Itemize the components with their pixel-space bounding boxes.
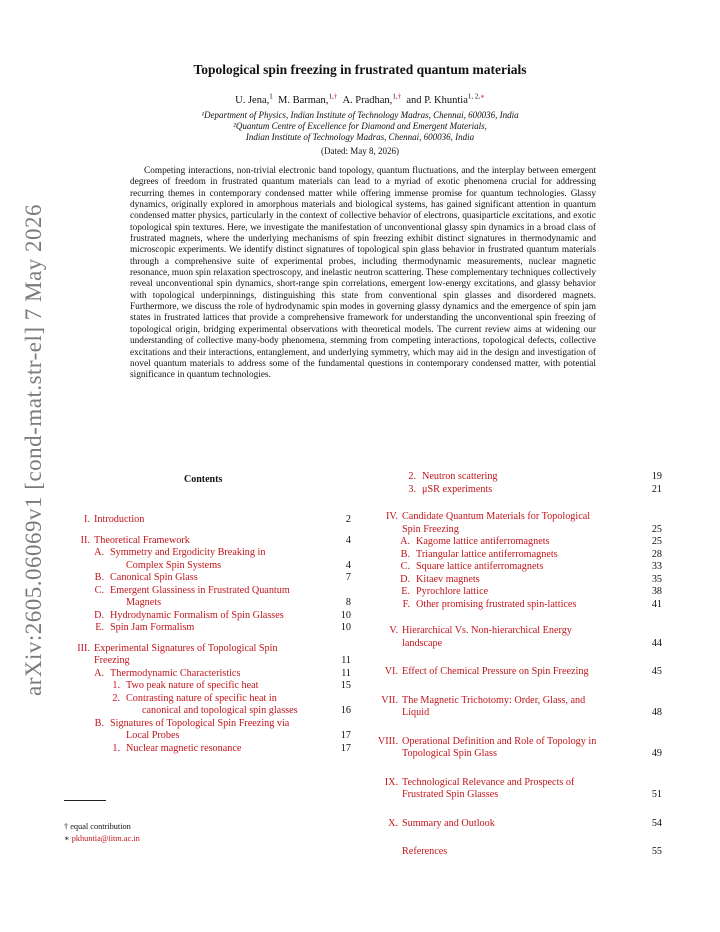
email-link[interactable]: pkhuntia@iitm.ac.in — [71, 834, 140, 843]
toc-entry-page: 19 — [651, 471, 662, 482]
toc-entry-page: 17 — [340, 730, 351, 741]
toc-entry-page: 25 — [651, 523, 662, 535]
toc-entry-number: A. — [94, 667, 104, 679]
toc-entry-title[interactable]: Kitaev magnets — [416, 573, 480, 585]
toc-entry-title[interactable]: Thermodynamic Characteristics — [110, 667, 241, 679]
toc-entry-title[interactable]: Effect of Chemical Pressure on Spin Freezing — [402, 666, 589, 677]
toc-entry-number: 1. — [112, 742, 120, 754]
toc-entry-number: C. — [400, 561, 410, 572]
toc-entry-number: E. — [95, 622, 104, 633]
date-line: (Dated: May 8, 2026) — [321, 146, 399, 156]
affiliation-1: ¹Department of Physics, Indian Institute of Technology Madras, Chennai, 600036, India — [201, 110, 519, 120]
footnote-rule — [64, 800, 106, 801]
toc-entry-number: F. — [402, 598, 410, 610]
toc-entry-number: A. — [400, 536, 410, 547]
toc-entry-page: 54 — [651, 817, 662, 829]
toc-entry-number: C. — [94, 584, 104, 596]
abstract: Competing interactions, non-trivial electronic band topology, quantum fluctuations, and the interplay between emergent degrees of freedom in frustrated quantum materials can lead to a myriad of exotic phenomena crucial for addressing recurring themes in contemporary condensed matter while offering immense promise for quantum technologies. Glassy dynamics, originally explored in amorphous materials and biological systems, has gained significant attention in quantum condensed matter physics, particularly in the context of collective behavior of electrons, quasiparticle excitations, and exotic topological spin textures. Here, we investigate the manifestation of unconventional glassy spin dynamics in a broad class of frustrated magnets, where the underlying mechanisms of spin freezing exhibit distinct signatures in thermodynamic and microscopic experiments. We identify distinct signatures of topological spin glass behavior in frustrated quantum materials through a comprehensive suite of experimental probes, including thermodynamic measurements, nuclear magnetic resonance, muon spin relaxation spectroscopy, and inelastic neutron scattering. These complementary techniques collectively reveal unconventional spin dynamics, short-range spin correlations, emergent low-energy excitations, and glassy behavior with topological underpinnings, distinguishing this state from conventional spin glasses and disordered magnets. Furthermore, we discuss the role of hydrodynamic spin modes in governing glassy dynamics and the emergence of spin jam states in frustrated lattices that provide a comprehensive framework for understanding the unconventional spin freezing of topological origin, bridging experimental observations with theoretical models. The current review aims at widening our understanding of collective many-body phenomena, stemming from competing interactions, topological defects, collective excitations and their interactions, entanglement, and underlying symmetry, which may aid in the design and investigation of novel quantum materials to address some of the fundamental questions in contemporary condensed matter, with potential significance in quantum technologies. — [130, 166, 596, 381]
toc-entry-number: VI. — [384, 666, 398, 677]
toc-entry-number: B. — [400, 548, 410, 560]
toc-entry-page: 7 — [345, 572, 351, 583]
toc-entry-number: VIII. — [377, 735, 398, 747]
toc-entry-number: IV. — [386, 511, 398, 522]
toc-entry-title[interactable]: Hydrodynamic Formalism of Spin Glasses — [110, 609, 284, 621]
affiliation-3: Indian Institute of Technology Madras, Chennai, 600036, India — [245, 132, 475, 142]
toc-entry-title[interactable]: Technological Relevance and Prospects of — [402, 776, 575, 788]
author: A. Pradhan,$^{1,\dagger}$ — [342, 92, 402, 106]
toc-entry-page: 11 — [341, 667, 351, 679]
author-note-mark: ∗ — [480, 92, 485, 100]
toc-entry-number: X. — [388, 817, 398, 829]
toc-entry-number: 1. — [112, 680, 120, 691]
toc-entry-page: 4 — [345, 534, 351, 546]
arxiv-stamp — [14, 200, 54, 700]
toc-entry-number: E. — [401, 586, 410, 597]
toc-entry-title[interactable]: Theoretical Framework — [94, 534, 190, 546]
toc-entry-page: 2 — [345, 514, 351, 525]
toc-entry-title[interactable]: Freezing — [94, 655, 130, 666]
toc-entry-title[interactable]: Topological Spin Glass — [402, 748, 497, 759]
toc-entry-page: 8 — [345, 597, 351, 608]
author-note-mark: † — [333, 92, 338, 100]
author: M. Barman,$^{1,\dagger}$ — [277, 92, 338, 106]
toc-entry-page: 25 — [651, 536, 662, 547]
toc-entry-title[interactable]: Introduction — [94, 514, 145, 525]
toc-entry-title[interactable]: μSR experiments — [422, 483, 493, 495]
toc-entry-page: 10 — [340, 609, 351, 621]
author-affiliation-mark: 1 — [269, 92, 273, 100]
author: and P. Khuntia$^{1, 2,∗}$ — [406, 92, 485, 106]
toc-entry-page: 48 — [651, 707, 662, 718]
toc-entry-number: II. — [80, 534, 90, 546]
toc-entry-title[interactable]: Kagome lattice antiferromagnets — [416, 536, 550, 547]
author-affiliation-mark: 1, — [392, 92, 398, 100]
author-affiliation-mark: 1, — [328, 92, 334, 100]
toc-entry-title[interactable]: Symmetry and Ergodicity Breaking in — [110, 547, 266, 558]
toc-entry-title[interactable]: The Magnetic Trichotomy: Order, Glass, and — [402, 694, 586, 706]
toc-entry-title[interactable]: References — [402, 846, 448, 857]
toc-entry-title[interactable]: Pyrochlore lattice — [416, 586, 489, 597]
toc-entry-page: 17 — [340, 742, 351, 754]
affiliation-2: ²Quantum Centre of Excellence for Diamond and Emergent Materials, — [233, 121, 487, 131]
toc-entry-title[interactable]: Experimental Signatures of Topological Spin — [94, 642, 278, 654]
toc-entry-title[interactable]: Operational Definition and Role of Topology in — [402, 735, 597, 747]
toc-entry-number: VII. — [381, 694, 398, 706]
toc-entry-page: 28 — [651, 548, 662, 560]
toc-entry-number: D. — [400, 573, 410, 585]
toc-entry-page: 35 — [651, 573, 662, 585]
toc-entry-title[interactable]: Canonical Spin Glass — [110, 572, 198, 583]
toc-entry-page: 41 — [651, 598, 662, 610]
toc-entry-page: 11 — [341, 655, 351, 666]
toc-entry-number: 2. — [408, 471, 416, 482]
toc-entry-title[interactable]: Frustrated Spin Glasses — [402, 789, 499, 800]
toc-entry-page: 33 — [651, 561, 662, 572]
toc-entry-title[interactable]: canonical and topological spin glasses — [142, 705, 298, 716]
toc-entry-title[interactable]: Signatures of Topological Spin Freezing via — [110, 717, 290, 729]
toc-entry-title[interactable]: Magnets — [126, 597, 162, 608]
toc-entry-number: V. — [389, 625, 398, 636]
toc-entry-title[interactable]: Emergent Glassiness in Frustrated Quantum — [110, 584, 290, 596]
toc-entry-number: A. — [94, 547, 104, 558]
toc-entry-title[interactable]: Other promising frustrated spin-lattices — [416, 598, 577, 610]
author-line — [0, 92, 720, 106]
toc-entry-title[interactable]: landscape — [402, 637, 443, 649]
toc-entry-title[interactable]: Liquid — [402, 707, 430, 718]
toc-entry-title[interactable]: Triangular lattice antiferromagnets — [416, 548, 558, 560]
toc-entry-number: 3. — [408, 483, 416, 495]
toc-entry-number: B. — [94, 717, 104, 729]
toc-entry-title[interactable]: Spin Freezing — [402, 523, 459, 535]
toc-entry-title[interactable]: Neutron scattering — [422, 471, 498, 482]
toc-entry-page: 55 — [651, 846, 662, 857]
contents-heading: Contents — [184, 474, 223, 485]
toc-entry-number: 2. — [112, 692, 120, 704]
toc-entry-title[interactable]: Hierarchical Vs. Non-hierarchical Energy — [402, 625, 572, 636]
toc-entry-title[interactable]: Candidate Quantum Materials for Topological — [402, 511, 591, 522]
author-note-mark: † — [397, 92, 402, 100]
toc-entry-title[interactable]: Local Probes — [126, 730, 180, 741]
toc-entry-page: 51 — [651, 789, 662, 800]
toc-entry-title[interactable]: Two peak nature of specific heat — [126, 680, 259, 691]
toc-entry-title[interactable]: Square lattice antiferromagnets — [416, 561, 544, 572]
toc-entry-title[interactable]: Contrasting nature of specific heat in — [126, 692, 277, 704]
toc-entry-title[interactable]: Nuclear magnetic resonance — [126, 742, 242, 754]
toc-entry-number: I. — [84, 514, 90, 525]
toc-entry-number: B. — [94, 572, 104, 583]
toc-entry-number: III. — [77, 642, 90, 654]
footnote-email — [64, 833, 140, 843]
author-affiliation-mark: 1, 2, — [467, 92, 481, 100]
toc-entry-title[interactable]: Spin Jam Formalism — [110, 622, 195, 633]
toc-entry-number: D. — [94, 609, 104, 621]
toc-entry-page: 44 — [651, 637, 662, 649]
toc-entry-number: IX. — [384, 776, 398, 788]
toc-entry-page: 10 — [340, 622, 351, 633]
toc-entry-title[interactable]: Complex Spin Systems — [126, 559, 222, 571]
author: U. Jena,$^1$ — [235, 92, 273, 106]
toc-entry-page: 16 — [340, 705, 351, 716]
email-mark: ∗ — [64, 834, 70, 843]
toc-entry-page: 45 — [651, 666, 662, 677]
toc-entry-page: 49 — [651, 748, 662, 759]
toc-entry-page: 4 — [345, 559, 351, 571]
toc-entry-page: 15 — [340, 680, 351, 691]
toc-entry-title[interactable]: Summary and Outlook — [402, 817, 495, 829]
footnote-equal-contribution: † equal contribution — [64, 822, 131, 831]
toc-entry-page: 38 — [651, 586, 662, 597]
arxiv-stamp-text: arXiv:2605.06069v1 [cond-mat.str-el] 7 May 2026 — [21, 204, 47, 696]
toc-entry-page: 21 — [651, 483, 662, 495]
paper-title: Topological spin freezing in frustrated quantum materials — [193, 62, 527, 77]
